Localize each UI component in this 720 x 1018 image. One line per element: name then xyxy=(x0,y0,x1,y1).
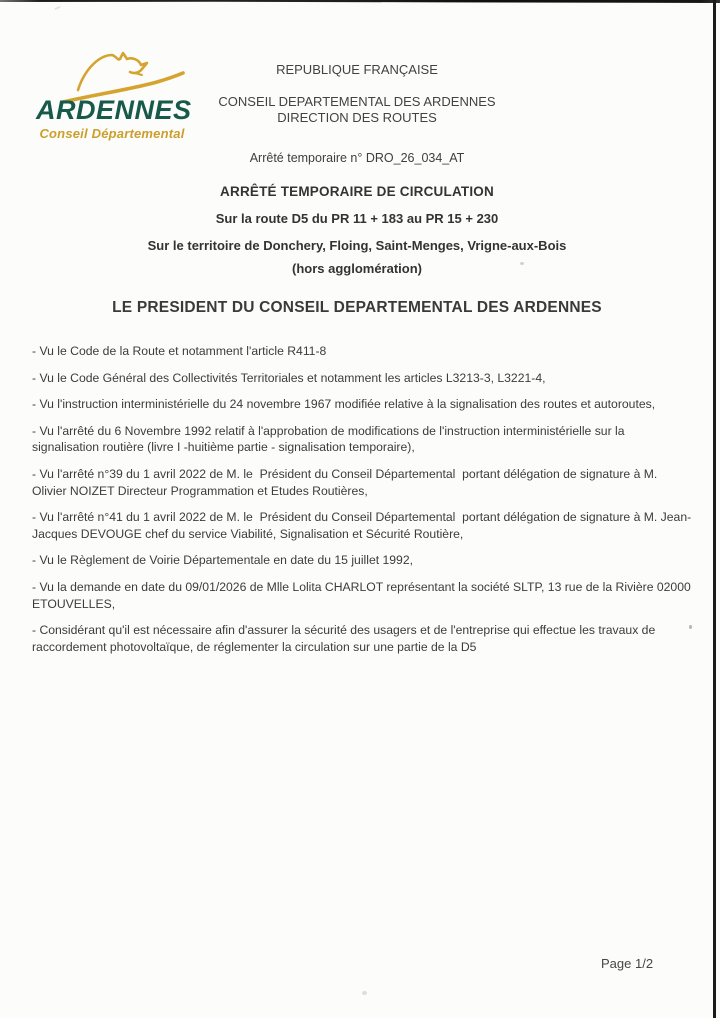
order-number-line: Arrêté temporaire n° DRO_26_034_AT xyxy=(249,151,465,165)
logo-brand-text: ARDENNES xyxy=(36,95,192,125)
direction-line: DIRECTION DES ROUTES xyxy=(277,110,437,125)
order-territory-line: Sur le territoire de Donchery, Floing, Saint-Menges, Vrigne-aux-Bois xyxy=(147,238,567,253)
order-title: ARRÊTÉ TEMPORAIRE DE CIRCULATION xyxy=(220,184,494,199)
order-zone-line: (hors agglomération) xyxy=(291,261,422,276)
recital-paragraph: - Vu l'arrêté du 6 Novembre 1992 relatif à l'approbation de modifications de l'instruction interministérielle sur la signalisation routière (livre I -huitième partie - signalisation temporaire), xyxy=(32,423,628,455)
recital-paragraph: - Vu l'arrêté n°39 du 1 avril 2022 de M. le Président du Conseil Départemental portant délégation de signature à M. Olivier NOIZET Directeur Programmation et Etudes Routières, xyxy=(32,466,661,498)
issuer-heading: LE PRESIDENT DU CONSEIL DEPARTEMENTAL DES ARDENNES xyxy=(112,299,602,316)
recital-paragraph: - Vu la demande en date du 09/01/2026 de Mlle Lolita CHARLOT représentant la société SLTP, 13 rue de la Rivière 02000 ETOUVELLES, xyxy=(32,579,695,611)
scan-speck xyxy=(362,991,367,995)
order-route-line: Sur la route D5 du PR 11 + 183 au PR 15 + 230 xyxy=(215,211,499,226)
recitals-body xyxy=(32,343,695,665)
logo-tagline-text: Conseil Départemental xyxy=(39,126,185,141)
recital-paragraph: - Vu l'instruction interministérielle du 24 novembre 1967 modifiée relative à la signalisation des routes et autoroutes, xyxy=(32,397,656,412)
republic-line: REPUBLIQUE FRANÇAISE xyxy=(276,62,438,77)
council-line: CONSEIL DEPARTEMENTAL DES ARDENNES xyxy=(218,94,496,109)
recital-paragraph: - Vu le Code de la Route et notamment l'article R411-8 xyxy=(32,344,327,358)
recital-paragraph: - Vu le Règlement de Voirie Départementale en date du 15 juillet 1992, xyxy=(32,553,413,568)
recital-paragraph: - Vu le Code Général des Collectivités Territoriales et notamment les articles L3213-3, L3221-4, xyxy=(32,370,546,385)
recital-paragraph: - Vu l'arrêté n°41 du 1 avril 2022 de M. le Président du Conseil Départemental portant délégation de signature à M. Jean-Jacques DEVOUGE chef du service Viabilité, Signalisation et Sécurité Routière, xyxy=(32,510,692,541)
scan-edge-top xyxy=(0,0,720,3)
page-indicator: Page 1/2 xyxy=(601,956,654,971)
scan-speck xyxy=(54,6,61,11)
recital-paragraph: - Considérant qu'il est nécessaire afin d'assurer la sécurité des usagers et de l'entreprise qui effectue les travaux de raccordement photovoltaïque, de réglementer la circulation sur une partie de la D5 xyxy=(32,623,659,654)
